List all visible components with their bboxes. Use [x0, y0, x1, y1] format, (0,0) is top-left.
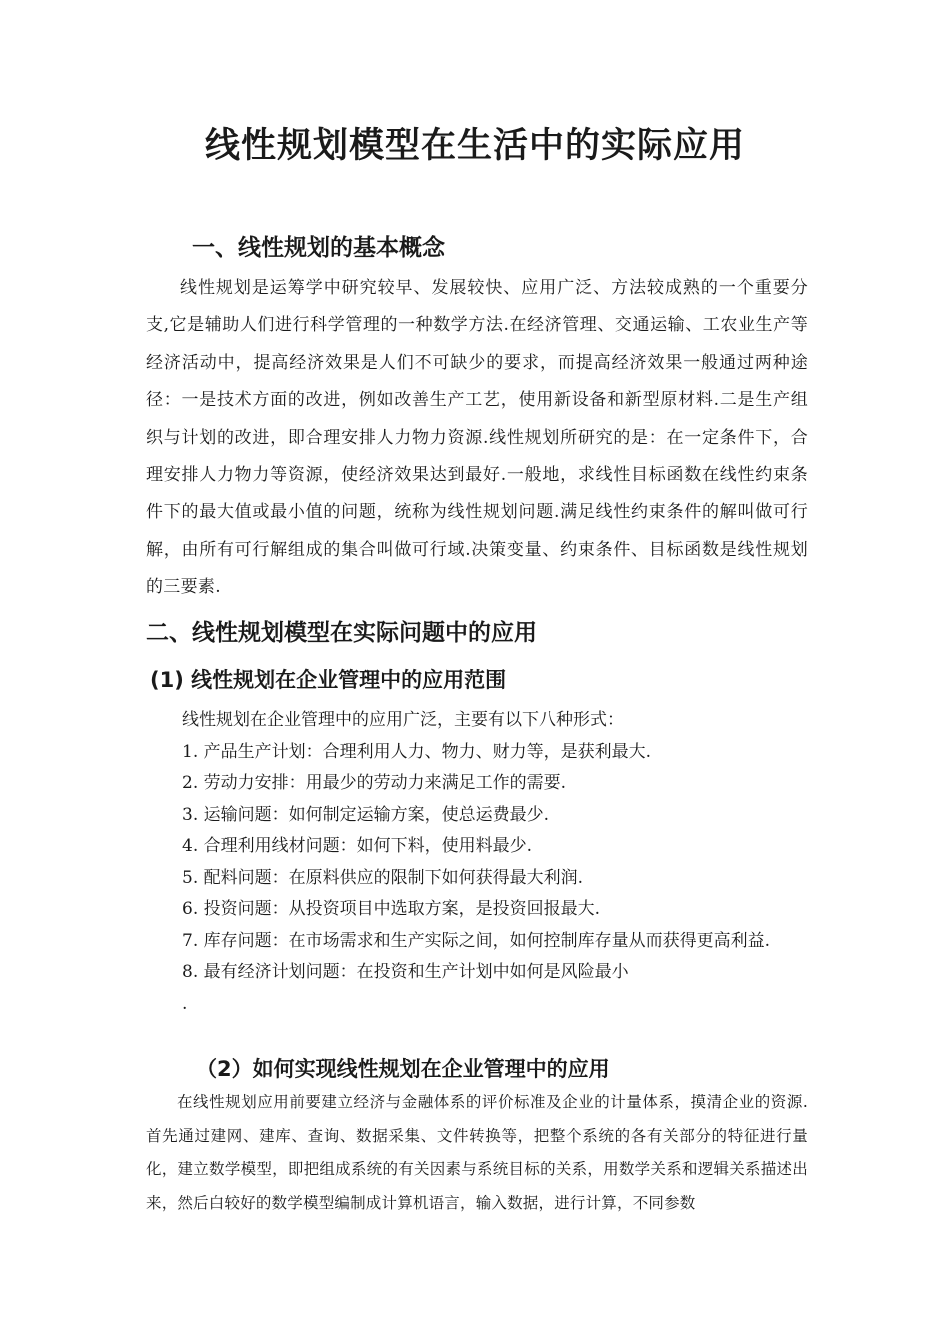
list-item: 5. 配料问题：在原料供应的限制下如何获得最大利润.: [182, 867, 584, 888]
section-2-heading: 二、线性规划模型在实际问题中的应用: [146, 620, 537, 646]
section-1-body: 线性规划是运筹学中研究较早、发展较快、应用广泛、方法较成熟的一个重要分支,它是辅助人们进行科学管理的一种数学方法.在经济管理、交通运输、工农业生产等经济活动中，提高经济效果是人们不可缺少的要求，而提高经济效果一般通过两种途径：一是技术方面的改进，例如改善生产工艺，使用新设备和新型原材料.二是生产组织与计划的改进，即合理安排人力物力资源.线性规划所研究的是：在一定条件下，合理安排人力物力等资源，使经济效果达到最好.一般地，求线性目标函数在线性约束条件下的最大值或最小值的问题，统称为线性规划问题.满足线性约束条件的解叫做可行解，由所有可行解组成的集合叫做可行域.决策变量、约束条件、目标函数是线性规划的三要素.: [146, 278, 808, 598]
list-item: 1. 产品生产计划：合理利用人力、物力、财力等，是获利最大.: [182, 741, 652, 762]
list-item: 6. 投资问题：从投资项目中选取方案，是投资回报最大.: [182, 899, 601, 919]
list-intro: 线性规划在企业管理中的应用广泛，主要有以下八种形式：: [182, 710, 624, 730]
application-list: [146, 705, 808, 1020]
document-title: 线性规划模型在生活中的实际应用: [204, 126, 745, 166]
subsection-1-heading: (1) 线性规划在企业管理中的应用范围: [150, 668, 507, 692]
list-item: 3. 运输问题：如何制定运输方案，使总运费最少.: [182, 804, 550, 825]
list-item: 4. 合理利用线材问题：如何下料，使用料最少.: [182, 836, 533, 856]
subsection-2-heading: （2）如何实现线性规划在企业管理中的应用: [196, 1057, 610, 1081]
list-item: 7. 库存问题：在市场需求和生产实际之间，如何控制库存量从而获得更高利益.: [182, 930, 771, 951]
list-item: 2. 劳动力安排：用最少的劳动力来满足工作的需要.: [182, 773, 567, 793]
section-1-heading: 一、线性规划的基本概念: [192, 235, 445, 261]
list-item: 8. 最有经济计划问题：在投资和生产计划中如何是风险最小: [182, 962, 629, 982]
list-trailing: .: [182, 993, 188, 1014]
subsection-2-body: 在线性规划应用前要建立经济与金融体系的评价标准及企业的计量体系，摸清企业的资源.首先通过建网、建库、查询、数据采集、文件转换等，把整个系统的各有关部分的特征进行量化，建立数学模型，即把组成系统的有关因素与系统目标的关系，用数学关系和逻辑关系描述出来，然后白较好的数学模型编制成计算机语言，输入数据，进行计算，不同参数: [146, 1093, 808, 1212]
